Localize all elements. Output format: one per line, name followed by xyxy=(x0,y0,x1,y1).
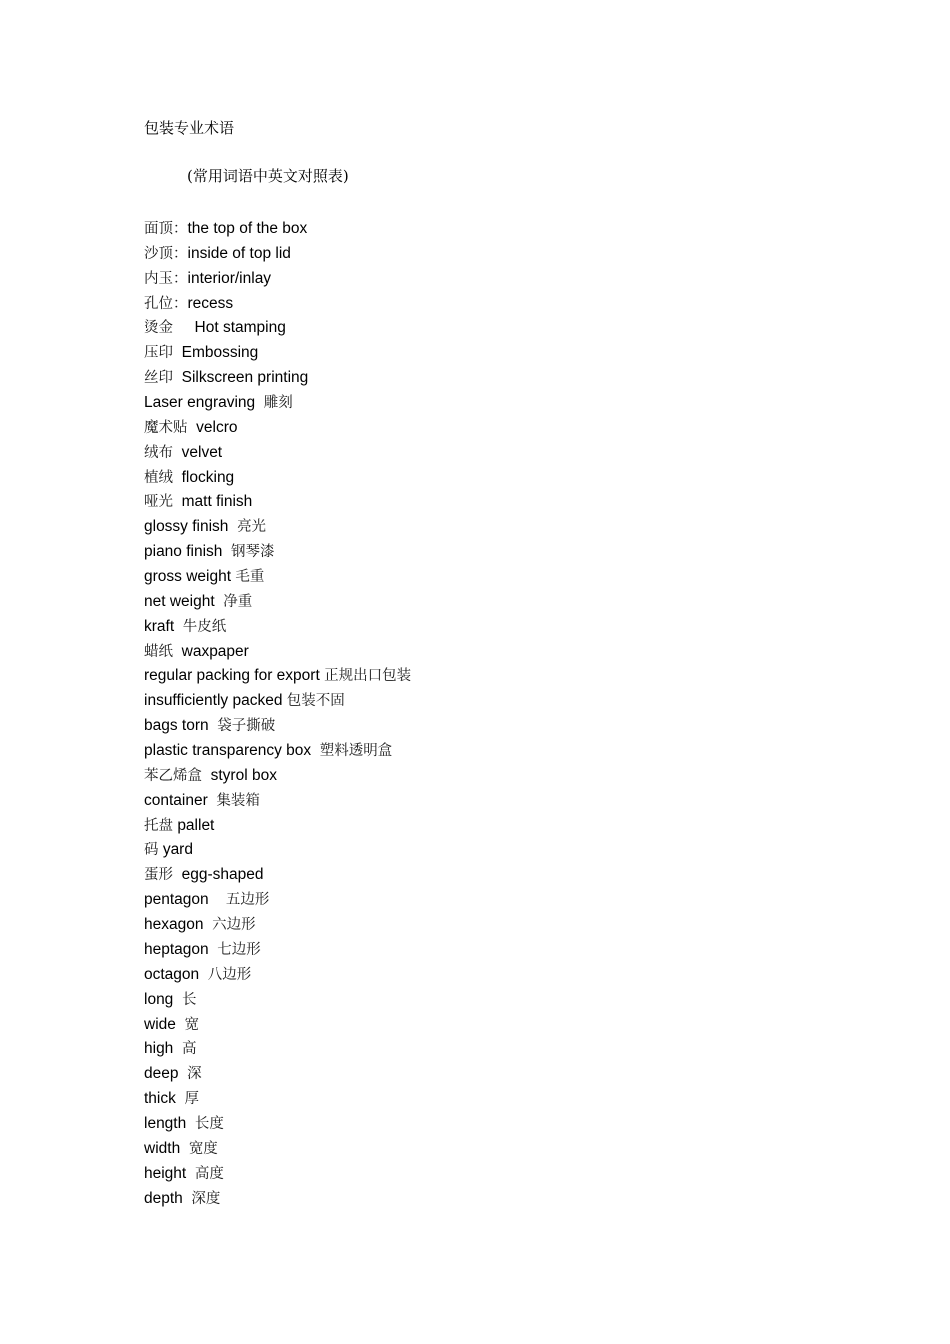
glossary-entry xyxy=(144,515,411,540)
term-separator xyxy=(173,1040,182,1057)
glossary-entry xyxy=(144,366,411,391)
term-english: height xyxy=(144,1164,187,1182)
term-english: interior/inlay xyxy=(187,269,272,287)
term-chinese: 集装箱 xyxy=(216,792,260,809)
term-english: inside of top lid xyxy=(187,244,291,262)
term-english: pallet xyxy=(177,816,215,834)
term-chinese: 五边形 xyxy=(225,892,270,909)
term-chinese: 宽度 xyxy=(188,1140,218,1157)
term-chinese: 哑光 xyxy=(144,494,173,511)
glossary-entry xyxy=(144,888,411,913)
term-chinese: 八边形 xyxy=(207,966,252,983)
glossary-entry xyxy=(144,838,411,863)
glossary-entry xyxy=(144,1137,411,1162)
term-chinese: 塑料透明盒 xyxy=(319,743,393,760)
term-separator xyxy=(222,543,231,560)
term-english: net weight xyxy=(144,592,215,610)
term-english: deep xyxy=(144,1065,179,1083)
glossary-entry xyxy=(144,789,411,814)
term-english: velcro xyxy=(196,418,238,436)
term-chinese: 长 xyxy=(181,991,197,1008)
term-chinese: 码 xyxy=(144,842,159,859)
term-separator: ： xyxy=(173,295,188,312)
term-english: glossy finish xyxy=(144,518,229,536)
term-chinese: 净重 xyxy=(223,593,253,610)
term-separator xyxy=(228,518,237,535)
term-english: heptagon xyxy=(144,940,209,958)
term-separator xyxy=(209,891,226,908)
term-english: Hot stamping xyxy=(194,319,286,337)
term-english: kraft xyxy=(144,617,175,635)
glossary-entry xyxy=(144,1187,411,1212)
glossary-entry xyxy=(144,739,411,764)
glossary-entry xyxy=(144,1062,411,1087)
glossary-entry xyxy=(144,316,411,341)
term-english: gross weight xyxy=(144,568,232,586)
term-chinese: 牛皮纸 xyxy=(182,618,227,635)
glossary-entry xyxy=(144,1037,411,1062)
term-english: recess xyxy=(187,294,234,312)
term-english: width xyxy=(144,1139,181,1157)
term-separator xyxy=(180,1140,189,1157)
term-english: yard xyxy=(162,841,193,859)
term-separator xyxy=(215,593,224,610)
term-english: the top of the box xyxy=(187,220,308,237)
term-separator: ： xyxy=(173,221,188,237)
term-english: matt finish xyxy=(181,493,253,511)
term-separator xyxy=(209,717,218,734)
document-subtitle: (常用词语中英文对照表) xyxy=(187,167,349,185)
term-separator xyxy=(173,493,182,510)
term-separator xyxy=(199,966,208,983)
term-separator xyxy=(188,419,197,436)
term-chinese: 七边形 xyxy=(217,941,261,958)
glossary-entry xyxy=(144,640,411,665)
glossary-entry xyxy=(144,565,411,590)
term-english: velvet xyxy=(181,443,223,461)
glossary-entry xyxy=(144,540,411,565)
glossary-entry xyxy=(144,242,411,267)
term-separator xyxy=(186,1165,195,1182)
term-chinese: 厚 xyxy=(184,1091,199,1108)
term-separator xyxy=(173,866,182,883)
term-chinese: 亮光 xyxy=(237,519,267,536)
term-chinese: 孔位 xyxy=(144,295,173,312)
term-english: Embossing xyxy=(181,344,259,362)
glossary-entry xyxy=(144,988,411,1013)
glossary-entry xyxy=(144,664,411,689)
term-chinese: 高度 xyxy=(194,1165,224,1182)
glossary-entry xyxy=(144,1112,411,1137)
glossary-entry xyxy=(144,441,411,466)
term-separator xyxy=(173,444,182,461)
term-chinese: 沙顶 xyxy=(144,245,173,262)
term-separator xyxy=(173,469,182,486)
term-separator xyxy=(173,319,195,336)
term-chinese: 深 xyxy=(187,1066,202,1083)
term-english: flocking xyxy=(181,468,235,486)
glossary-entry xyxy=(144,913,411,938)
term-chinese: 长度 xyxy=(194,1115,224,1132)
glossary-entry xyxy=(144,217,411,242)
term-english: depth xyxy=(144,1189,183,1207)
term-english: octagon xyxy=(144,965,200,983)
glossary-entry xyxy=(144,814,411,839)
term-chinese: 面顶 xyxy=(144,221,173,237)
term-chinese: 烫金 xyxy=(144,320,173,337)
term-english: container xyxy=(144,791,208,809)
glossary-entry xyxy=(144,863,411,888)
term-english: wide xyxy=(144,1015,176,1033)
term-separator xyxy=(173,643,182,660)
term-separator xyxy=(173,344,182,361)
term-chinese: 钢琴漆 xyxy=(231,544,275,561)
glossary-entry xyxy=(144,590,411,615)
glossary-entry xyxy=(144,292,411,317)
term-english: thick xyxy=(144,1090,176,1108)
term-english: egg-shaped xyxy=(181,866,264,884)
term-separator xyxy=(186,1115,195,1132)
term-chinese: 宽 xyxy=(184,1016,200,1033)
term-chinese: 内玉 xyxy=(144,270,173,287)
term-separator xyxy=(173,369,182,386)
glossary-entry xyxy=(144,938,411,963)
term-chinese: 植绒 xyxy=(144,469,173,486)
term-english: long xyxy=(144,990,174,1008)
glossary-entry xyxy=(144,689,411,714)
glossary-entry xyxy=(144,341,411,366)
term-english: Laser engraving xyxy=(144,394,256,412)
glossary-entry xyxy=(144,1087,411,1112)
term-chinese: 蛋形 xyxy=(144,867,173,884)
term-chinese: 包装不固 xyxy=(286,693,345,710)
term-english: plastic transparency box xyxy=(144,742,312,760)
term-separator xyxy=(173,991,182,1008)
term-chinese: 蜡纸 xyxy=(144,643,173,660)
term-english: bags torn xyxy=(144,717,209,735)
term-english: insufficiently packed xyxy=(144,692,283,710)
term-separator: ： xyxy=(173,245,188,262)
glossary-entry xyxy=(144,267,411,292)
glossary-entry xyxy=(144,466,411,491)
term-separator xyxy=(311,742,320,759)
term-chinese: 六边形 xyxy=(212,917,256,934)
term-english: styrol box xyxy=(210,766,277,784)
term-separator xyxy=(176,1016,185,1033)
glossary-entry xyxy=(144,963,411,988)
term-english: regular packing for export xyxy=(144,667,320,685)
term-english: piano finish xyxy=(144,543,223,561)
term-separator xyxy=(176,1090,185,1107)
term-english: pentagon xyxy=(144,891,209,909)
term-separator xyxy=(174,618,183,635)
term-chinese: 雕刻 xyxy=(263,395,293,412)
term-english: length xyxy=(144,1114,187,1132)
glossary-entry xyxy=(144,1013,411,1038)
term-english: high xyxy=(144,1040,174,1058)
term-english: waxpaper xyxy=(181,642,249,660)
term-separator xyxy=(202,767,211,784)
term-chinese: 深度 xyxy=(191,1190,221,1207)
glossary-entry xyxy=(144,416,411,441)
term-chinese: 袋子撕破 xyxy=(217,718,276,735)
term-chinese: 毛重 xyxy=(235,569,265,586)
term-separator xyxy=(178,1065,187,1082)
term-chinese: 托盘 xyxy=(144,817,173,834)
term-separator xyxy=(255,394,264,411)
glossary-entry xyxy=(144,490,411,515)
glossary-entry xyxy=(144,1162,411,1187)
term-chinese: 绒布 xyxy=(144,444,173,461)
glossary-entry xyxy=(144,391,411,416)
term-separator xyxy=(209,941,218,958)
term-chinese: 高 xyxy=(181,1041,197,1058)
term-english: Silkscreen printing xyxy=(181,369,309,387)
glossary-entry xyxy=(144,615,411,640)
term-chinese: 苯乙烯盒 xyxy=(144,767,202,784)
term-separator: ： xyxy=(173,270,188,287)
term-separator xyxy=(203,916,212,933)
glossary-list xyxy=(144,217,411,1211)
term-chinese: 魔术贴 xyxy=(144,419,188,436)
term-chinese: 正规出口包装 xyxy=(324,668,412,685)
term-english: hexagon xyxy=(144,916,204,934)
term-chinese: 压印 xyxy=(144,345,173,362)
glossary-entry xyxy=(144,764,411,789)
glossary-entry xyxy=(144,714,411,739)
term-chinese: 丝印 xyxy=(144,370,173,387)
document-title: 包装专业术语 xyxy=(144,119,235,137)
